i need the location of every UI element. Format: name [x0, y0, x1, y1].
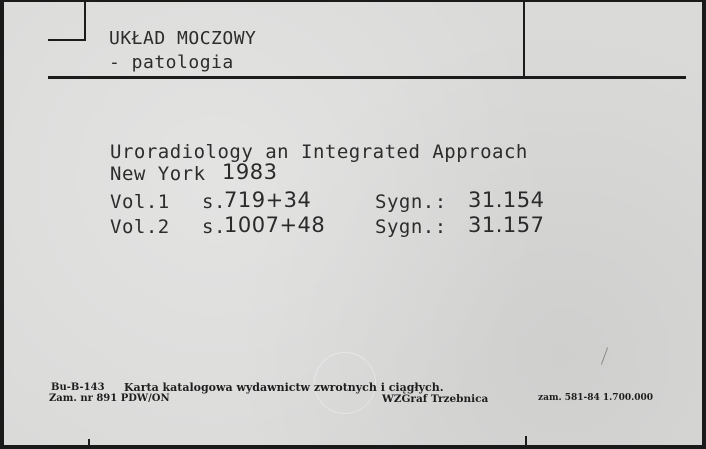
- top-left-horizontal-rule: [48, 39, 86, 41]
- volume-1-sygn-label: Sygn.:: [375, 191, 447, 213]
- book-title: Uroradiology an Integrated Approach: [110, 141, 528, 163]
- subject-subheading: - patologia: [109, 52, 234, 73]
- bottom-tick-left: [88, 439, 90, 445]
- order-number-left: Zam. nr 891 PDW/ON: [49, 393, 170, 404]
- volume-2-sygn: 31.157: [468, 213, 545, 237]
- subject-heading: UKŁAD MOCZOWY: [109, 28, 257, 49]
- printer-name: WZGraf Trzebnica: [382, 393, 489, 405]
- volume-1-label: Vol.1: [110, 191, 170, 213]
- form-code: Bu-B-143: [51, 382, 105, 393]
- header-horizontal-rule: [48, 76, 686, 79]
- top-left-vertical-rule: [84, 2, 86, 40]
- order-number-right: zam. 581-84 1.700.000: [538, 393, 654, 403]
- volume-2-pages-prefix: s.: [202, 216, 226, 238]
- pencil-mark: [601, 347, 608, 364]
- volume-2-sygn-label: Sygn.:: [375, 216, 447, 238]
- bottom-tick-right: [525, 436, 527, 445]
- volume-1-sygn: 31.154: [468, 188, 545, 212]
- publication-year: 1983: [222, 160, 278, 184]
- volume-1-pages-prefix: s.: [202, 191, 226, 213]
- volume-2-pages: 1007+48: [224, 213, 326, 237]
- top-right-vertical-rule: [523, 2, 525, 77]
- publication-place: New York: [110, 163, 206, 185]
- form-title: Karta katalogowa wydawnictw zwrotnych i ciągłych.: [124, 381, 444, 394]
- catalog-card: [4, 2, 702, 445]
- volume-1-pages: 719+34: [224, 188, 312, 212]
- volume-2-label: Vol.2: [110, 216, 170, 238]
